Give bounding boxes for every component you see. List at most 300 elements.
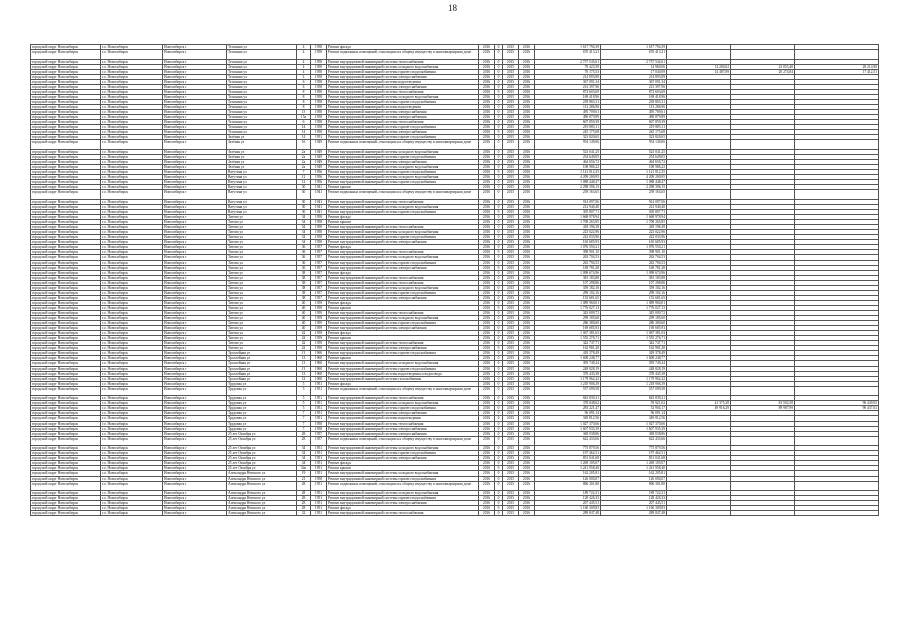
start-year-cell: 2015 (503, 155, 519, 160)
plan-year-cell: 2016 (479, 411, 495, 416)
city-cell: Новосибирск г (163, 210, 227, 215)
plan-year-cell: 2016 (479, 45, 495, 50)
plan-year-cell: 2016 (479, 451, 495, 456)
fund-cost-cell: 207 445,51 (601, 501, 667, 506)
plan-year-cell: 2016 (479, 250, 495, 255)
fund-cost-cell: 775 879,56 (601, 446, 667, 451)
city-cell: Новосибирск г (163, 310, 227, 315)
settlement-cell: г.о. Новосибирск (101, 481, 163, 491)
house-number-cell: 7 (297, 426, 311, 431)
street-cell: Троллейная ул (227, 356, 297, 361)
municipality-cell: городской округ Новосибирск (31, 366, 101, 371)
start-year-cell: 2015 (503, 175, 519, 180)
total-cost-cell: 381 183,88 (535, 275, 601, 280)
plan-year-cell: 2016 (479, 94, 495, 99)
work-type-cell: Ремонт внутридомовой инженерной системы горячего водоснабжения (327, 476, 479, 481)
municipality-cell: городской округ Новосибирск (31, 50, 101, 60)
settlement-cell: г.о. Новосибирск (101, 225, 163, 230)
fund-cost-cell: 299 185,60 (601, 316, 667, 321)
settlement-cell: г.о. Новосибирск (101, 471, 163, 476)
city-cell: Новосибирск г (163, 356, 227, 361)
street-cell: Ватутина ул (227, 170, 297, 175)
flag-cell: 0 (495, 406, 503, 411)
street-cell: Титова ул (227, 280, 297, 285)
work-type-cell: Ремонт внутридомовой инженерной системы электроснабжения (327, 411, 479, 416)
end-year-cell: 2016 (519, 501, 535, 506)
total-cost-cell: 523 041,25 (535, 149, 601, 154)
start-year-cell: 2015 (503, 501, 519, 506)
start-year-cell: 2015 (503, 371, 519, 376)
work-type-cell: Ремонт внутридомовой инженерной системы горячего водоснабжения (327, 406, 479, 411)
end-year-cell: 2016 (519, 110, 535, 115)
build-year-cell: 1951 (311, 491, 327, 496)
house-number-cell: 38 (297, 280, 311, 285)
fund-cost-cell: 369 038,86 (601, 431, 667, 436)
flag-cell: 0 (495, 346, 503, 351)
plan-year-cell: 2016 (479, 50, 495, 60)
total-cost-cell: 1 218 906,39 (535, 381, 601, 386)
work-type-cell: Ремонт внутридомовой инженерной системы электроснабжения (327, 346, 479, 351)
settlement-cell: г.о. Новосибирск (101, 149, 163, 154)
street-cell: Тельмана ул (227, 120, 297, 125)
house-number-cell: 7 (297, 421, 311, 426)
plan-year-cell: 2016 (479, 421, 495, 426)
house-number-cell: 30 (297, 199, 311, 204)
street-cell: Трудовая ул (227, 381, 297, 386)
plan-year-cell: 2016 (479, 496, 495, 501)
municipality-cell: городской округ Новосибирск (31, 245, 101, 250)
house-number-cell: 5 (297, 396, 311, 401)
build-year-cell: 1951 (311, 396, 327, 401)
street-cell: Тельмана ул (227, 84, 297, 89)
work-type-cell: Ремонт фасада (327, 461, 479, 466)
city-cell: Новосибирск г (163, 290, 227, 295)
settlement-cell: г.о. Новосибирск (101, 361, 163, 366)
start-year-cell: 2015 (503, 190, 519, 200)
street-cell: 25 лет Октября ул (227, 431, 297, 436)
house-number-cell: 38 (297, 275, 311, 280)
municipality-cell: городской округ Новосибирск (31, 466, 101, 471)
total-cost-cell: 607 859,39 (535, 120, 601, 125)
street-cell: Трудовая ул (227, 421, 297, 426)
end-year-cell: 2016 (519, 250, 535, 255)
work-type-cell: Ремонт внутридомовой инженерной системы электроснабжения (327, 295, 479, 300)
build-year-cell: 1957 (311, 255, 327, 260)
work-type-cell: Ремонт подвальных помещений, относящихся к общему имуществу в многоквартирном доме (327, 190, 479, 200)
flag-cell: 0 (495, 321, 503, 326)
total-cost-cell: 914 097,06 (535, 199, 601, 204)
city-cell: Новосибирск г (163, 160, 227, 165)
municipality-cell: городской округ Новосибирск (31, 170, 101, 175)
settlement-cell: г.о. Новосибирск (101, 45, 163, 50)
flag-cell: 0 (495, 310, 503, 315)
fund-cost-cell: 1 555 276,71 (601, 336, 667, 341)
flag-cell: 0 (495, 45, 503, 50)
total-cost-cell: 1 607 935,39 (535, 426, 601, 431)
total-cost-cell: 254 649,05 (535, 155, 601, 160)
street-cell: Зелёная ул (227, 155, 297, 160)
plan-year-cell: 2016 (479, 351, 495, 356)
municipality-cell: городской округ Новосибирск (31, 290, 101, 295)
flag-cell: 0 (495, 466, 503, 471)
work-type-cell: Ремонт фасада (327, 300, 479, 305)
house-number-cell: 40 (297, 300, 311, 305)
build-year-cell: 1951 (311, 401, 327, 406)
city-cell: Новосибирск г (163, 50, 227, 60)
street-cell: Трудовая ул (227, 401, 297, 406)
end-year-cell: 2016 (519, 45, 535, 50)
end-year-cell: 2016 (519, 491, 535, 496)
total-cost-cell: 398 901,10 (535, 250, 601, 255)
build-year-cell: 1941 (311, 190, 327, 200)
street-cell: Титова ул (227, 300, 297, 305)
total-cost-cell: 349 812,56 (535, 416, 601, 421)
flag-cell: 0 (495, 285, 503, 290)
page-number: 18 (448, 3, 457, 13)
end-year-cell: 2016 (519, 446, 535, 451)
total-cost-cell: 1 088 448,47 (535, 180, 601, 185)
flag-cell: 0 (495, 476, 503, 481)
municipality-cell: городской округ Новосибирск (31, 295, 101, 300)
start-year-cell: 2015 (503, 140, 519, 150)
flag-cell: 0 (495, 300, 503, 305)
municipality-cell: городской округ Новосибирск (31, 436, 101, 446)
city-cell: Новосибирск г (163, 416, 227, 421)
end-year-cell: 2016 (519, 466, 535, 471)
plan-year-cell: 2016 (479, 79, 495, 84)
house-number-cell: 42 (297, 346, 311, 351)
municipality-cell: городской округ Новосибирск (31, 160, 101, 165)
city-cell: Новосибирск г (163, 496, 227, 501)
build-year-cell: 1949 (311, 165, 327, 170)
budget-cell-1 (667, 50, 731, 60)
start-year-cell: 2015 (503, 120, 519, 125)
house-number-cell: 13 (297, 371, 311, 376)
city-cell: Новосибирск г (163, 125, 227, 130)
plan-year-cell: 2016 (479, 160, 495, 165)
fund-cost-cell: 52 904,17 (601, 406, 667, 411)
plan-year-cell: 2016 (479, 149, 495, 154)
flag-cell: 0 (495, 341, 503, 346)
municipality-cell: городской округ Новосибирск (31, 225, 101, 230)
street-cell: Трудовая ул (227, 426, 297, 431)
plan-year-cell: 2016 (479, 461, 495, 466)
street-cell: Титова ул (227, 275, 297, 280)
total-cost-cell: 342 747,71 (535, 341, 601, 346)
end-year-cell: 2016 (519, 230, 535, 235)
work-type-cell: Ремонт внутридомовой инженерной системы теплоснабжения (327, 275, 479, 280)
plan-year-cell: 2016 (479, 331, 495, 336)
total-cost-cell: 78 423,59 (535, 64, 601, 69)
start-year-cell: 2015 (503, 285, 519, 290)
total-cost-cell: 1 098 674,96 (535, 270, 601, 275)
total-cost-cell: 670 413,21 (535, 50, 601, 60)
end-year-cell: 2016 (519, 426, 535, 431)
start-year-cell: 2015 (503, 230, 519, 235)
build-year-cell: 1957 (311, 290, 327, 295)
budget-cell-3 (795, 481, 879, 491)
start-year-cell: 2015 (503, 461, 519, 466)
street-cell: 25 лет Октября ул (227, 446, 297, 451)
street-cell: Александра Невского ул (227, 471, 297, 476)
municipality-cell: городской округ Новосибирск (31, 285, 101, 290)
settlement-cell: г.о. Новосибирск (101, 210, 163, 215)
fund-cost-cell: 1 608 248,77 (601, 356, 667, 361)
city-cell: Новосибирск г (163, 94, 227, 99)
plan-year-cell: 2016 (479, 491, 495, 496)
start-year-cell: 2015 (503, 220, 519, 225)
house-number-cell: 13 (297, 356, 311, 361)
fund-cost-cell: 2 298 396,15 (601, 185, 667, 190)
budget-cell-2: 20 274,84 (731, 69, 795, 74)
street-cell: Тельмана ул (227, 130, 297, 135)
fund-cost-cell: 108 986,22 (601, 165, 667, 170)
street-cell: Титова ул (227, 285, 297, 290)
house-number-cell: 28 (297, 481, 311, 491)
flag-cell: 0 (495, 396, 503, 401)
flag-cell: 0 (495, 100, 503, 105)
city-cell: Новосибирск г (163, 426, 227, 431)
city-cell: Новосибирск г (163, 346, 227, 351)
settlement-cell: г.о. Новосибирск (101, 89, 163, 94)
city-cell: Новосибирск г (163, 316, 227, 321)
municipality-cell: городской округ Новосибирск (31, 426, 101, 431)
total-cost-cell: 872 603,69 (535, 89, 601, 94)
city-cell: Новосибирск г (163, 180, 227, 185)
street-cell: Трудовая ул (227, 406, 297, 411)
build-year-cell: 1957 (311, 265, 327, 270)
total-cost-cell: 248 828,19 (535, 366, 601, 371)
total-cost-cell: 197 462,51 (535, 451, 601, 456)
fund-cost-cell: 557 099,58 (601, 386, 667, 396)
fund-cost-cell: 128 426,33 (601, 496, 667, 501)
start-year-cell: 2015 (503, 491, 519, 496)
street-cell: Троллейная ул (227, 366, 297, 371)
municipality-cell: городской округ Новосибирск (31, 155, 101, 160)
street-cell: Титова ул (227, 341, 297, 346)
street-cell: Тельмана ул (227, 94, 297, 99)
build-year-cell: 1959 (311, 346, 327, 351)
municipality-cell: городской округ Новосибирск (31, 190, 101, 200)
end-year-cell: 2016 (519, 79, 535, 84)
house-number-cell: 34 (297, 220, 311, 225)
flag-cell: 0 (495, 471, 503, 476)
start-year-cell: 2015 (503, 115, 519, 120)
end-year-cell: 2016 (519, 321, 535, 326)
street-cell: 25 лет Октября ул (227, 466, 297, 471)
flag-cell: 0 (495, 496, 503, 501)
flag-cell: 0 (495, 421, 503, 426)
start-year-cell: 2015 (503, 170, 519, 175)
total-cost-cell: 1 141 012,35 (535, 170, 601, 175)
settlement-cell: г.о. Новосибирск (101, 69, 163, 74)
settlement-cell: г.о. Новосибирск (101, 170, 163, 175)
end-year-cell: 2016 (519, 64, 535, 69)
plan-year-cell: 2016 (479, 310, 495, 315)
fund-cost-cell: 495 709,61 (601, 110, 667, 115)
end-year-cell: 2016 (519, 381, 535, 386)
build-year-cell: 1959 (311, 310, 327, 315)
street-cell: Тельмана ул (227, 45, 297, 50)
street-cell: Александра Невского ул (227, 511, 297, 516)
plan-year-cell: 2016 (479, 471, 495, 476)
settlement-cell: г.о. Новосибирск (101, 416, 163, 421)
budget-cell-3: 28 214,90 (795, 64, 879, 69)
house-number-cell: 5 (297, 386, 311, 396)
end-year-cell: 2016 (519, 170, 535, 175)
end-year-cell: 2016 (519, 461, 535, 466)
settlement-cell: г.о. Новосибирск (101, 245, 163, 250)
build-year-cell: 1957 (311, 280, 327, 285)
plan-year-cell: 2016 (479, 59, 495, 64)
end-year-cell: 2016 (519, 305, 535, 310)
total-cost-cell: 289 847,48 (535, 511, 601, 516)
flag-cell: 0 (495, 84, 503, 89)
city-cell: Новосибирск г (163, 280, 227, 285)
work-type-cell: Ремонт внутридомовой инженерной системы холодного водоснабжения (327, 165, 479, 170)
plan-year-cell: 2016 (479, 341, 495, 346)
municipality-cell: городской округ Новосибирск (31, 310, 101, 315)
plan-year-cell: 2016 (479, 280, 495, 285)
street-cell: Ватутина ул (227, 210, 297, 215)
fund-cost-cell: 254 649,05 (601, 155, 667, 160)
house-number-cell: 16 (297, 140, 311, 150)
house-number-cell: 36 (297, 265, 311, 270)
work-type-cell: Ремонт внутридомовой инженерной системы холодного водоснабжения (327, 316, 479, 321)
house-number-cell: 34 (297, 230, 311, 235)
total-cost-cell: 263 704,53 (535, 255, 601, 260)
fund-cost-cell: 107 298,86 (601, 280, 667, 285)
end-year-cell: 2016 (519, 220, 535, 225)
build-year-cell: 1960 (311, 351, 327, 356)
house-number-cell: 14 (297, 130, 311, 135)
settlement-cell: г.о. Новосибирск (101, 94, 163, 99)
house-number-cell: 36 (297, 245, 311, 250)
street-cell: Титова ул (227, 250, 297, 255)
budget-cell-2 (731, 140, 795, 150)
municipality-cell: городской округ Новосибирск (31, 511, 101, 516)
fund-cost-cell: 248 828,19 (601, 366, 667, 371)
work-type-cell: Ремонт внутридомовой инженерной системы теплоснабжения (327, 199, 479, 204)
house-number-cell: 28 (297, 501, 311, 506)
flag-cell: 0 (495, 155, 503, 160)
settlement-cell: г.о. Новосибирск (101, 406, 163, 411)
city-cell: Новосибирск г (163, 199, 227, 204)
settlement-cell: г.о. Новосибирск (101, 199, 163, 204)
fund-cost-cell: 381 183,88 (601, 275, 667, 280)
fund-cost-cell: 851 041,68 (601, 456, 667, 461)
build-year-cell: 1956 (311, 180, 327, 185)
end-year-cell: 2016 (519, 125, 535, 130)
flag-cell: 0 (495, 205, 503, 210)
flag-cell: 0 (495, 316, 503, 321)
end-year-cell: 2016 (519, 476, 535, 481)
total-cost-cell: 622 433,66 (535, 436, 601, 446)
street-cell: Трудовая ул (227, 411, 297, 416)
city-cell: Новосибирск г (163, 225, 227, 230)
flag-cell: 0 (495, 326, 503, 331)
municipality-cell: городской округ Новосибирск (31, 140, 101, 150)
house-number-cell: 28 (297, 496, 311, 501)
flag-cell: 0 (495, 180, 503, 185)
work-type-cell: Ремонт внутридомовой инженерной системы водоотведения и водоотвода (327, 371, 479, 376)
total-cost-cell: 1 608 248,77 (535, 356, 601, 361)
total-cost-cell: 153 681,65 (535, 295, 601, 300)
build-year-cell: 1949 (311, 155, 327, 160)
house-number-cell: 2а (297, 155, 311, 160)
build-year-cell: 1959 (311, 331, 327, 336)
start-year-cell: 2015 (503, 130, 519, 135)
settlement-cell: г.о. Новосибирск (101, 316, 163, 321)
house-number-cell: 36 (297, 250, 311, 255)
flag-cell: 0 (495, 426, 503, 431)
end-year-cell: 2016 (519, 50, 535, 60)
capital-repair-table (30, 44, 879, 516)
work-type-cell: Ремонт подвальных помещений, относящихся к общему имуществу в многоквартирном доме (327, 50, 479, 60)
municipality-cell: городской округ Новосибирск (31, 431, 101, 436)
work-type-cell: Ремонт внутридомовой инженерной системы горячего водоснабжения (327, 366, 479, 371)
street-cell: Титова ул (227, 321, 297, 326)
plan-year-cell: 2016 (479, 316, 495, 321)
settlement-cell: г.о. Новосибирск (101, 79, 163, 84)
settlement-cell: г.о. Новосибирск (101, 381, 163, 386)
street-cell: Титова ул (227, 336, 297, 341)
plan-year-cell: 2016 (479, 199, 495, 204)
start-year-cell: 2015 (503, 366, 519, 371)
settlement-cell: г.о. Новосибирск (101, 74, 163, 79)
build-year-cell: 1958 (311, 230, 327, 235)
end-year-cell: 2016 (519, 240, 535, 245)
street-cell: Титова ул (227, 260, 297, 265)
house-number-cell: 32 (297, 511, 311, 516)
settlement-cell: г.о. Новосибирск (101, 371, 163, 376)
house-number-cell: 40 (297, 310, 311, 315)
start-year-cell: 2015 (503, 351, 519, 356)
flag-cell: 0 (495, 371, 503, 376)
total-cost-cell: 775 879,56 (535, 446, 601, 451)
city-cell: Новосибирск г (163, 401, 227, 406)
end-year-cell: 2016 (519, 316, 535, 321)
municipality-cell: городской округ Новосибирск (31, 175, 101, 180)
house-number-cell: 12 (297, 175, 311, 180)
municipality-cell: городской округ Новосибирск (31, 79, 101, 84)
plan-year-cell: 2016 (479, 431, 495, 436)
fund-cost-cell: 212 940,40 (601, 205, 667, 210)
build-year-cell: 1949 (311, 160, 327, 165)
municipality-cell: городской округ Новосибирск (31, 376, 101, 381)
capital-repair-table-sheet (30, 44, 878, 516)
settlement-cell: г.о. Новосибирск (101, 436, 163, 446)
flag-cell: 0 (495, 501, 503, 506)
flag-cell: 0 (495, 115, 503, 120)
end-year-cell: 2016 (519, 165, 535, 170)
total-cost-cell: 1 708 265,85 (535, 220, 601, 225)
start-year-cell: 2015 (503, 275, 519, 280)
plan-year-cell: 2016 (479, 381, 495, 386)
start-year-cell: 2015 (503, 199, 519, 204)
plan-year-cell: 2016 (479, 290, 495, 295)
fund-cost-cell: 1 708 265,85 (601, 220, 667, 225)
street-cell: Александра Невского ул (227, 496, 297, 501)
flag-cell: 0 (495, 411, 503, 416)
settlement-cell: г.о. Новосибирск (101, 295, 163, 300)
settlement-cell: г.о. Новосибирск (101, 496, 163, 501)
fund-cost-cell: 162 205,81 (601, 471, 667, 476)
settlement-cell: г.о. Новосибирск (101, 426, 163, 431)
city-cell: Новосибирск г (163, 115, 227, 120)
plan-year-cell: 2016 (479, 295, 495, 300)
total-cost-cell: 1 076 550,21 (535, 245, 601, 250)
